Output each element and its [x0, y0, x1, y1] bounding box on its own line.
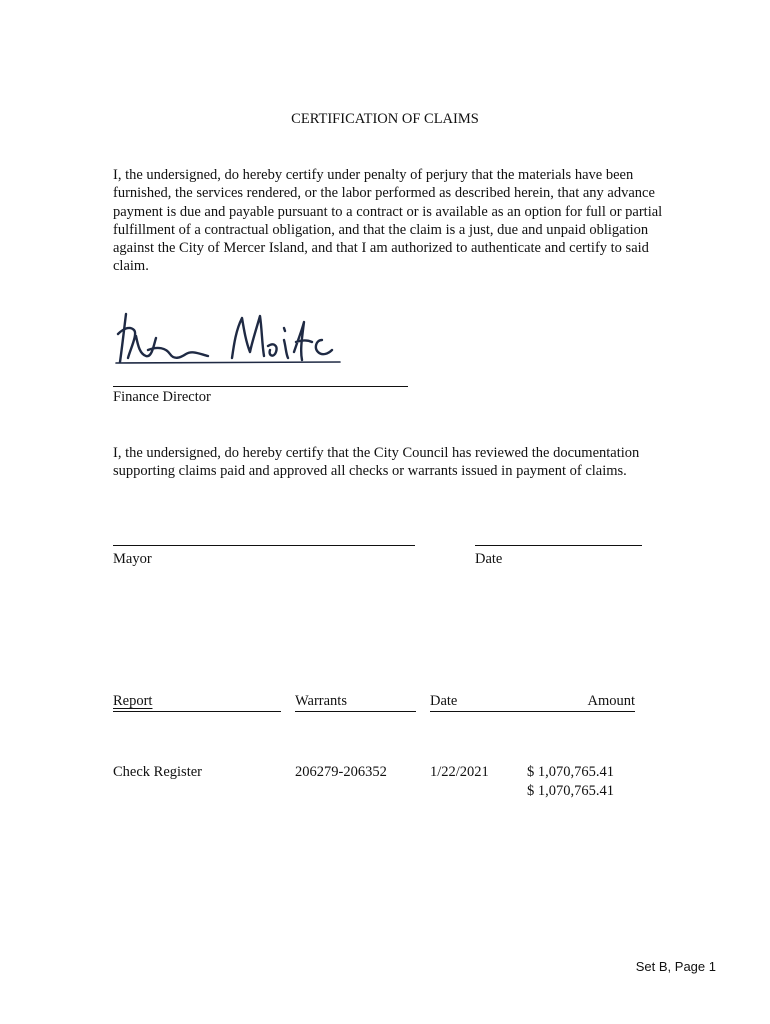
header-warrants-underline [295, 711, 416, 712]
finance-signature-line [113, 386, 408, 387]
row-amount: $ 1,070,765.41 [527, 764, 614, 780]
row-warrants: 206279-206352 [295, 764, 387, 780]
header-amount-underline [541, 711, 635, 712]
page-label: Set B, Page 1 [635, 959, 716, 974]
row-date: 1/22/2021 [430, 764, 489, 780]
header-report [113, 693, 281, 710]
header-warrants [295, 693, 347, 710]
header-report-label: Report [113, 693, 153, 709]
date-label: Date [475, 551, 503, 567]
finance-director-signature [108, 300, 348, 375]
document-title: CERTIFICATION OF CLAIMS [291, 111, 479, 127]
header-warrants-label: Warrants [295, 693, 347, 709]
mayor-label: Mayor [113, 551, 152, 567]
row-report: Check Register [113, 764, 202, 780]
header-date-label: Date [430, 693, 458, 709]
header-date [430, 693, 457, 710]
certification-paragraph: I, the undersigned, do hereby certify under penalty of perjury that the materials have been furnished, the services rendered, or the labor performed as described herein, that any advance payment is due and payable pursuant to a contract or is available as an option for full or partial fulfillment of a contractual obligation, and that the claim is a just, due and unpaid obligation against the City of Mercer Island, and that I am authorized to authenticate and certify to said claim. [113, 167, 663, 275]
header-amount-label: Amount [587, 693, 635, 709]
date-signature-line [475, 545, 642, 546]
finance-director-label: Finance Director [113, 389, 211, 405]
header-report-underline [113, 711, 281, 712]
header-amount [541, 693, 635, 710]
mayor-signature-line [113, 545, 415, 546]
council-paragraph: I, the undersigned, do hereby certify that the City Council has reviewed the documentation supporting claims paid and approved all checks or warrants issued in payment of claims. [113, 445, 640, 480]
header-date-underline [430, 711, 541, 712]
total-amount: $ 1,070,765.41 [527, 783, 614, 799]
